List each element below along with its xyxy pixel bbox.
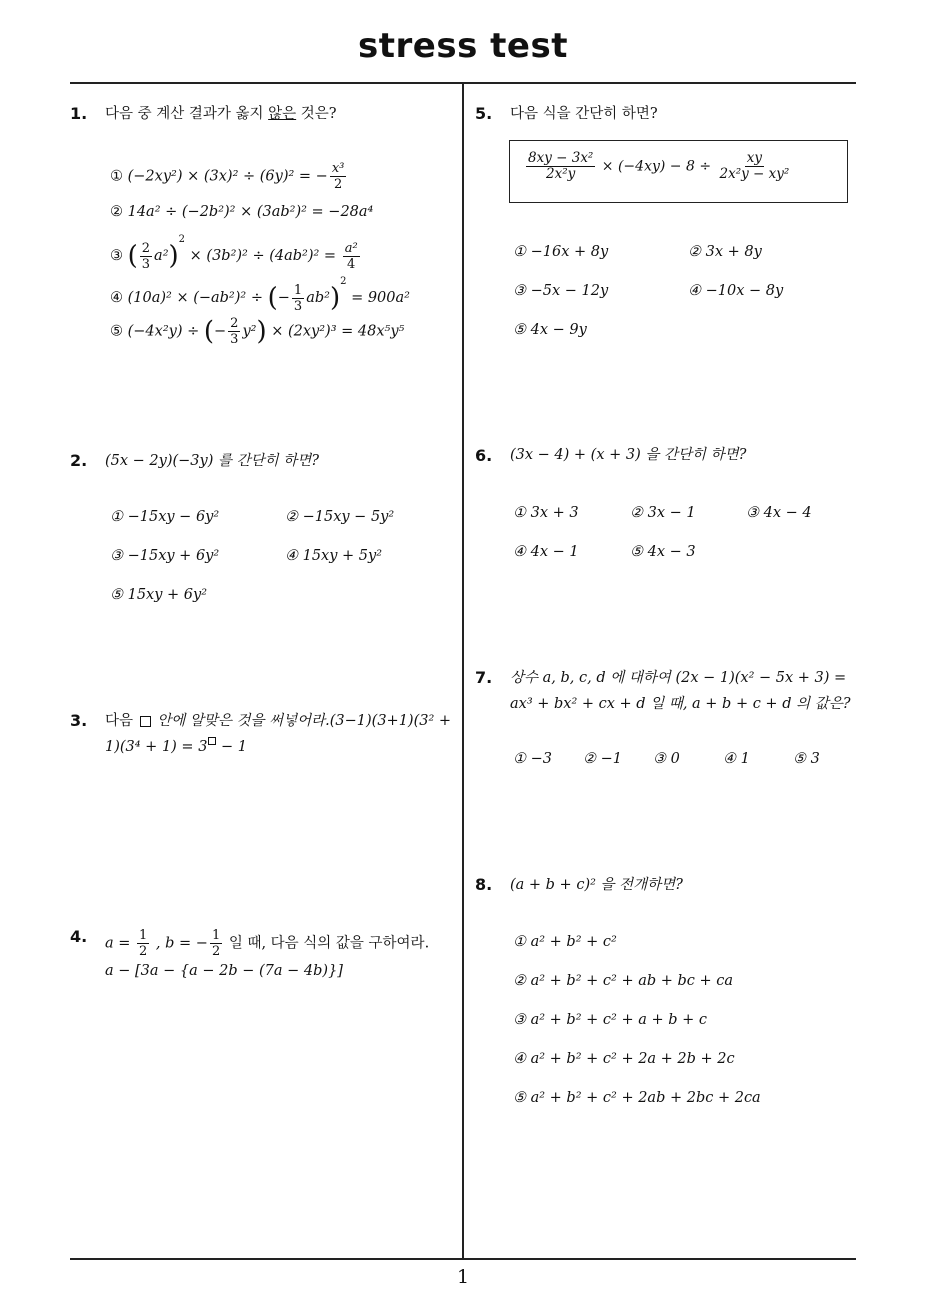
option-3[interactable]: ③ a² + b² + c² + a + b + c: [513, 1012, 707, 1028]
question-text: [105, 928, 429, 959]
fraction: [343, 241, 360, 272]
option-expression: (10a)² × (−ab²)² ÷: [127, 290, 268, 306]
fraction: [718, 151, 792, 182]
question-text: (3x − 4) + (x + 3) 을 간단히 하면?: [510, 447, 747, 463]
question-text: [105, 101, 337, 127]
question-text-part: , b = −: [151, 935, 208, 952]
question-text-part: 안에 알맞은 것을 써넣어라.(3−1)(3+1)(3² +: [157, 713, 452, 729]
option-5[interactable]: ⑤ a² + b² + c² + 2ab + 2bc + 2ca: [513, 1090, 761, 1106]
option-marker: ③: [110, 248, 123, 264]
fraction: [210, 928, 222, 959]
option-marker: ⑤: [110, 323, 123, 340]
question-text-line-1: 상수 a, b, c, d 에 대하여 (2x − 1)(x² − 5x + 3) =: [510, 670, 847, 686]
fraction-denominator: 2: [139, 944, 148, 959]
option-1[interactable]: ① −16x + 8y: [513, 244, 609, 260]
option-expression: a²: [154, 248, 169, 264]
fraction: [228, 316, 240, 347]
option-4[interactable]: ④ −10x − 8y: [688, 283, 784, 299]
question-text: [105, 708, 457, 760]
fraction-denominator: 3: [293, 298, 303, 314]
fraction-denominator: 3: [230, 332, 239, 347]
minus-sign: −: [214, 323, 227, 340]
question-number: 1.: [70, 104, 88, 123]
blank-box-icon: [140, 716, 151, 727]
expression-part: × (−4xy) − 8 ÷: [597, 158, 716, 175]
question-text-part: − 1: [216, 739, 248, 755]
fraction-denominator: 2x²y − xy²: [719, 166, 790, 182]
option-1[interactable]: ① −3: [513, 751, 552, 767]
option-5[interactable]: ⑤ (−4x²y) ÷ (− $\frac{2}{3}$ y²) × (2xy²)³ = 48x⁵y⁵: [110, 316, 405, 347]
option-3[interactable]: ③ ( $\frac{2}{3}$ a²)$^2$ × (3b²)² ÷ (4ab²)² = $\frac{\text{a²}}{4}$: [110, 234, 358, 272]
fraction-denominator: 4: [347, 256, 356, 272]
fraction-denominator: 3: [141, 256, 151, 272]
option-expression: y²: [242, 323, 257, 340]
option-4[interactable]: ④ a² + b² + c² + 2a + 2b + 2c: [513, 1051, 735, 1067]
exponent: 2: [178, 234, 186, 245]
option-expression: 14a² ÷ (−2b²)² × (3ab²)² = −28a⁴: [127, 204, 374, 220]
option-2[interactable]: ② a² + b² + c² + ab + bc + ca: [513, 973, 734, 989]
page-title: stress test: [358, 26, 568, 66]
question-number: 3.: [70, 711, 88, 730]
option-1[interactable]: ① −15xy − 6y²: [110, 509, 220, 525]
question-text: 다음 식을 간단히 하면?: [510, 106, 658, 122]
page-number: 1: [456, 1266, 470, 1288]
expression-box: [509, 140, 848, 203]
fraction-numerator: 1: [139, 928, 148, 943]
footer-rule: [70, 1258, 856, 1260]
option-3[interactable]: ③ 0: [653, 751, 680, 767]
fraction-numerator: 1: [211, 928, 221, 943]
option-1[interactable]: [110, 161, 348, 192]
option-1[interactable]: ① 3x + 3: [513, 505, 579, 521]
option-expression: (−4x²y) ÷: [127, 323, 204, 340]
option-5[interactable]: ⑤ 4x − 9y: [513, 322, 587, 338]
option-5[interactable]: ⑤ 15xy + 6y²: [110, 587, 208, 603]
fraction-numerator: a²: [344, 240, 358, 256]
option-marker: ①: [110, 168, 123, 185]
option-marker: ②: [110, 204, 123, 220]
option-expression: (−2xy²) × (3x)² ÷ (6y)² = −: [127, 168, 328, 185]
question-text-part: 다음: [105, 713, 134, 729]
fraction-numerator: 2: [141, 240, 151, 256]
option-4[interactable]: ④ (10a)² × (−ab²)² ÷ (− $\frac{1}{3}$ ab²)$^2$ = 900a²: [110, 276, 410, 314]
question-text-part: a =: [105, 935, 136, 952]
question-number: 7.: [475, 668, 493, 687]
fraction-numerator: 2: [230, 316, 239, 331]
fraction: [526, 151, 595, 182]
exponent: 2: [340, 276, 347, 287]
option-expression: ab²: [306, 290, 330, 306]
option-expression: = 900a²: [346, 290, 410, 306]
column-divider: [462, 84, 464, 1259]
question-expression: a − [3a − {a − 2b − (7a − 4b)}]: [105, 963, 343, 979]
question-text-part: 일 때, 다음 식의 값을 구하여라.: [224, 935, 430, 952]
fraction: [330, 161, 347, 192]
option-4[interactable]: ④ 15xy + 5y²: [285, 548, 383, 564]
option-2[interactable]: ② −15xy − 5y²: [285, 509, 395, 525]
question-text-part: 것은?: [296, 106, 337, 122]
option-5[interactable]: ⑤ 3: [793, 751, 820, 767]
option-4[interactable]: ④ 4x − 1: [513, 544, 579, 560]
fraction: [137, 928, 149, 959]
option-expression: × (2xy²)³ = 48x⁵y⁵: [266, 323, 405, 340]
fraction: [140, 241, 152, 272]
question-text-line-2: ax³ + bx² + cx + d 일 때, a + b + c + d 의 값은?: [510, 696, 851, 712]
fraction-numerator: xy: [746, 150, 763, 166]
question-number: 4.: [70, 927, 88, 946]
fraction-denominator: 2: [211, 944, 221, 959]
question-text-underlined: 않은: [268, 106, 297, 122]
question-number: 6.: [475, 446, 493, 465]
question-number: 5.: [475, 104, 493, 123]
question-text: (5x − 2y)(−3y) 를 간단히 하면?: [105, 453, 320, 469]
fraction-denominator: 2x²y: [546, 166, 576, 182]
option-4[interactable]: ④ 1: [723, 751, 750, 767]
question-number: 2.: [70, 451, 88, 470]
option-2[interactable]: ② −1: [583, 751, 622, 767]
fraction-numerator: x³: [331, 161, 345, 176]
question-number: 8.: [475, 875, 493, 894]
option-2[interactable]: [110, 204, 373, 220]
fraction-denominator: 2: [333, 177, 343, 192]
option-expression: × (3b²)² ÷ (4ab²)² =: [185, 248, 341, 264]
minus-sign: −: [277, 290, 290, 306]
option-marker: ④: [110, 290, 123, 306]
option-5[interactable]: ⑤ 4x − 3: [630, 544, 696, 560]
boxed-expression: [524, 151, 793, 182]
option-3[interactable]: ③ −15xy + 6y²: [110, 548, 220, 564]
question-text-part: 1)(3⁴ + 1) = 3: [105, 739, 208, 755]
option-2[interactable]: ② 3x − 1: [630, 505, 696, 521]
option-1[interactable]: ① a² + b² + c²: [513, 934, 617, 950]
fraction-numerator: 1: [293, 282, 303, 298]
question-text-part: 다음 중 계산 결과가 옳지: [105, 106, 269, 122]
fraction: [292, 283, 304, 314]
option-3[interactable]: ③ −5x − 12y: [513, 283, 609, 299]
question-text: (a + b + c)² 을 전개하면?: [510, 877, 683, 893]
fraction-numerator: 8xy − 3x²: [528, 150, 594, 166]
option-3[interactable]: ③ 4x − 4: [746, 505, 812, 521]
option-2[interactable]: ② 3x + 8y: [688, 244, 762, 260]
